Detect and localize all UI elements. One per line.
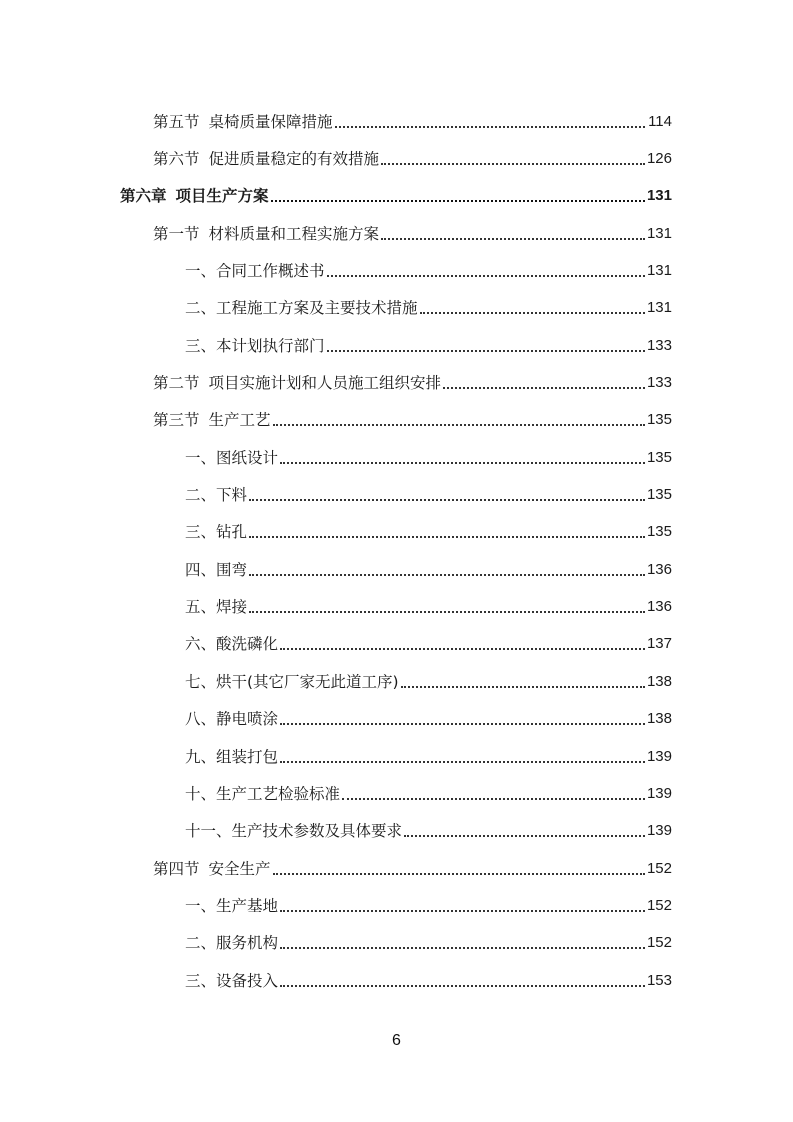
dot-leader — [335, 112, 645, 132]
toc-entry-title: 七、烘干(其它厂家无此道工序) — [185, 672, 399, 691]
toc-entry-page: 131 — [646, 299, 672, 317]
dot-leader — [381, 224, 645, 244]
toc-entry-title: 桌椅质量保障措施 — [208, 112, 333, 131]
page-number: 6 — [392, 1032, 401, 1049]
dot-leader — [280, 896, 645, 916]
toc-entry-title: 六、酸洗磷化 — [185, 635, 279, 654]
dot-leader — [280, 709, 645, 729]
toc-entry-page: 133 — [646, 374, 672, 392]
toc-entry-title: 十一、生产技术参数及具体要求 — [185, 822, 403, 841]
toc-entry[interactable] — [0, 140, 793, 177]
toc-entry-prefix: 第四节 — [153, 859, 200, 878]
toc-entry-label — [153, 373, 441, 393]
toc-subentry[interactable] — [0, 327, 793, 364]
toc-entry-page: 131 — [646, 224, 672, 242]
toc-subentry[interactable] — [0, 738, 793, 775]
toc-entry-title: 一、合同工作概述书 — [185, 262, 325, 281]
toc-entry-page: 126 — [646, 150, 672, 168]
dot-leader — [381, 149, 645, 169]
toc-entry-page: 138 — [646, 672, 672, 690]
toc-subentry[interactable] — [0, 252, 793, 289]
toc-entry-title: 生产工艺 — [208, 411, 271, 430]
toc-entry[interactable] — [0, 364, 793, 401]
toc-entry-title: 安全生产 — [208, 859, 271, 878]
toc-entry-title: 十、生产工艺检验标准 — [185, 784, 341, 803]
dot-leader — [249, 522, 645, 542]
toc-entry-title: 三、本计划执行部门 — [185, 336, 325, 355]
toc-subentry[interactable] — [0, 551, 793, 588]
toc-entry-title: 三、钻孔 — [185, 523, 248, 542]
toc-entry-label — [153, 859, 271, 879]
toc-entry[interactable] — [0, 103, 793, 140]
toc-entry-label — [153, 112, 333, 132]
toc-entry-title: 九、组装打包 — [185, 747, 279, 766]
dot-leader — [271, 186, 645, 206]
toc-entry-page: 152 — [646, 859, 672, 877]
dot-leader — [280, 971, 645, 991]
toc-entry-page: 139 — [646, 822, 672, 840]
dot-leader — [249, 560, 645, 580]
toc-entry-page: 152 — [646, 896, 672, 914]
toc-entry-title: 一、生产基地 — [185, 896, 279, 915]
toc-entry-page: 135 — [646, 448, 672, 466]
dot-leader — [273, 410, 645, 430]
toc-subentry[interactable] — [0, 701, 793, 738]
toc-entry-page: 131 — [646, 262, 672, 280]
toc-entry[interactable] — [0, 402, 793, 439]
toc-entry-title: 五、焊接 — [185, 598, 248, 617]
toc-entry[interactable] — [0, 215, 793, 252]
toc-entry-prefix: 第六节 — [153, 150, 200, 169]
toc-entry-label — [153, 410, 271, 430]
toc-subentry[interactable] — [0, 925, 793, 962]
toc-entry-prefix: 第六章 — [120, 187, 167, 206]
dot-leader — [273, 859, 645, 879]
toc-subentry[interactable] — [0, 962, 793, 999]
toc-entry-prefix: 第五节 — [153, 112, 200, 131]
toc-entry-title: 促进质量稳定的有效措施 — [208, 150, 380, 169]
toc-entry-page: 138 — [646, 710, 672, 728]
toc-entry-title: 三、设备投入 — [185, 971, 279, 990]
toc-entry-page: 135 — [646, 486, 672, 504]
toc-subentry[interactable] — [0, 663, 793, 700]
toc-subentry[interactable] — [0, 626, 793, 663]
dot-leader — [342, 784, 645, 804]
toc-subentry[interactable] — [0, 476, 793, 513]
toc-entry-title: 一、图纸设计 — [185, 448, 279, 467]
toc-entry[interactable] — [0, 850, 793, 887]
toc-entry-page: 114 — [648, 112, 672, 130]
toc-subentry[interactable] — [0, 514, 793, 551]
dot-leader — [401, 672, 645, 692]
toc-entry-page: 131 — [646, 187, 672, 205]
dot-leader — [420, 298, 645, 318]
toc-entry-label — [153, 224, 379, 244]
toc-entry-prefix: 第一节 — [153, 224, 200, 243]
dot-leader — [249, 597, 645, 617]
dot-leader — [280, 634, 645, 654]
toc-entry-title: 二、工程施工方案及主要技术措施 — [185, 299, 418, 318]
toc-entry-page: 136 — [646, 560, 672, 578]
toc-chapter-entry[interactable] — [0, 178, 793, 215]
toc-entry-label — [120, 186, 269, 206]
dot-leader — [280, 448, 645, 468]
toc-entry-page: 135 — [646, 523, 672, 541]
toc-entry-title: 四、围弯 — [185, 560, 248, 579]
dot-leader — [327, 336, 645, 356]
dot-leader — [280, 933, 645, 953]
toc-entry-title: 材料质量和工程实施方案 — [208, 224, 380, 243]
toc-entry-prefix: 第二节 — [153, 374, 200, 393]
dot-leader — [249, 485, 645, 505]
dot-leader — [404, 821, 645, 841]
toc-subentry[interactable] — [0, 813, 793, 850]
toc-entry-page: 152 — [646, 934, 672, 952]
toc-entry-title: 项目生产方案 — [175, 187, 269, 206]
toc-entry-title: 二、服务机构 — [185, 934, 279, 953]
toc-subentry[interactable] — [0, 775, 793, 812]
toc-entry-page: 136 — [646, 598, 672, 616]
table-of-contents — [0, 103, 793, 999]
toc-subentry[interactable] — [0, 439, 793, 476]
toc-entry-title: 项目实施计划和人员施工组织安排 — [208, 374, 442, 393]
dot-leader — [280, 747, 645, 767]
dot-leader — [443, 373, 645, 393]
toc-entry-page: 139 — [646, 784, 672, 802]
toc-entry-page: 137 — [646, 635, 672, 653]
toc-entry-title: 八、静电喷涂 — [185, 710, 279, 729]
toc-entry-page: 153 — [646, 971, 672, 989]
toc-entry-prefix: 第三节 — [153, 411, 200, 430]
toc-subentry[interactable] — [0, 588, 793, 625]
toc-entry-title: 二、下料 — [185, 486, 248, 505]
toc-entry-page: 133 — [646, 336, 672, 354]
toc-entry-page: 139 — [646, 747, 672, 765]
toc-subentry[interactable] — [0, 290, 793, 327]
dot-leader — [327, 261, 645, 281]
toc-entry-page: 135 — [646, 411, 672, 429]
toc-entry-label — [153, 149, 379, 169]
toc-subentry[interactable] — [0, 887, 793, 924]
